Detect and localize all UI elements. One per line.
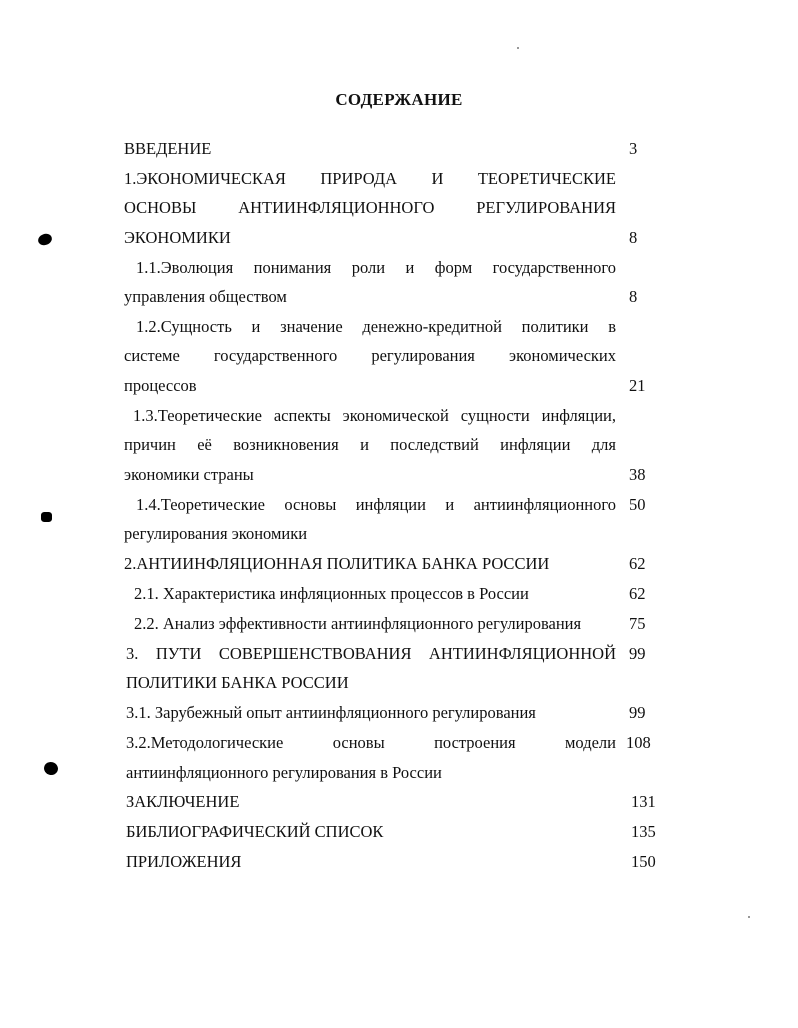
- toc-section-1-3-line-1: 1.3.Теоретические аспекты экономической сущности инфляции,: [133, 406, 616, 425]
- toc-entry-introduction: ВВЕДЕНИЕ: [124, 139, 212, 158]
- scan-mark: [37, 232, 54, 247]
- toc-section-1-2-line-1: 1.2.Сущность и значение денежно-кредитной политики в: [136, 317, 616, 336]
- scan-speck: [748, 916, 750, 918]
- toc-section-1-4-line-1: 1.4.Теоретические основы инфляции и антиинфляционного: [136, 495, 616, 514]
- toc-chapter-1-line-2: ОСНОВЫ АНТИИНФЛЯЦИОННОГО РЕГУЛИРОВАНИЯ: [124, 198, 616, 217]
- toc-chapter-2: 2.АНТИИНФЛЯЦИОННАЯ ПОЛИТИКА БАНКА РОССИИ: [124, 554, 550, 573]
- toc-section-1-3-line-3: экономики страны: [124, 465, 254, 484]
- toc-section-1-3-line-2: причин её возникновения и последствий инфляции для: [124, 435, 616, 454]
- toc-section-1-1-line-1: 1.1.Эволюция понимания роли и форм государственного: [136, 258, 616, 277]
- toc-section-1-1-line-2: управления обществом: [124, 287, 287, 306]
- scan-speck: [517, 47, 519, 49]
- toc-section-2-2: 2.2. Анализ эффективности антиинфляционного регулирования: [134, 614, 582, 633]
- scan-mark: [43, 760, 60, 776]
- toc-page-number: 108: [626, 733, 651, 752]
- toc-section-3-2-line-2: антиинфляционного регулирования в России: [126, 763, 442, 782]
- toc-page-number: 62: [629, 554, 646, 573]
- toc-section-3-2-line-1: 3.2.Методологические основы построения модели: [126, 733, 616, 752]
- toc-page-number: 50: [629, 495, 646, 514]
- toc-chapter-1-line-1: 1.ЭКОНОМИЧЕСКАЯ ПРИРОДА И ТЕОРЕТИЧЕСКИЕ: [124, 169, 616, 188]
- toc-section-1-2-line-3: процессов: [124, 376, 197, 395]
- toc-chapter-1-line-3: ЭКОНОМИКИ: [124, 228, 231, 247]
- toc-chapter-3-line-1: 3. ПУТИ СОВЕРШЕНСТВОВАНИЯ АНТИИНФЛЯЦИОННОЙ: [126, 644, 616, 663]
- toc-page-number: 21: [629, 376, 646, 395]
- toc-entry-conclusion: ЗАКЛЮЧЕНИЕ: [126, 792, 240, 811]
- toc-entry-bibliography: БИБЛИОГРАФИЧЕСКИЙ СПИСОК: [126, 822, 384, 841]
- toc-page-number: 62: [629, 584, 646, 603]
- toc-page-number: 3: [629, 139, 638, 158]
- toc-section-2-1: 2.1. Характеристика инфляционных процессов в России: [134, 584, 529, 603]
- toc-section-1-4-line-2: регулирования экономики: [124, 524, 308, 543]
- page-title: СОДЕРЖАНИЕ: [335, 90, 463, 109]
- toc-page-number: 99: [629, 703, 646, 722]
- toc-page-number: 131: [631, 792, 656, 811]
- toc-page-number: 150: [631, 852, 656, 871]
- scan-mark: [41, 512, 52, 522]
- toc-page-number: 38: [629, 465, 646, 484]
- toc-page-number: 8: [629, 287, 638, 306]
- toc-chapter-3-line-2: ПОЛИТИКИ БАНКА РОССИИ: [126, 673, 349, 692]
- toc-entry-appendices: ПРИЛОЖЕНИЯ: [126, 852, 242, 871]
- toc-page-number: 135: [631, 822, 656, 841]
- toc-section-3-1: 3.1. Зарубежный опыт антиинфляционного регулирования: [126, 703, 536, 722]
- toc-page-number: 75: [629, 614, 646, 633]
- toc-section-1-2-line-2: системе государственного регулирования экономических: [124, 346, 616, 365]
- toc-page-number: 8: [629, 228, 638, 247]
- toc-page-number: 99: [629, 644, 646, 663]
